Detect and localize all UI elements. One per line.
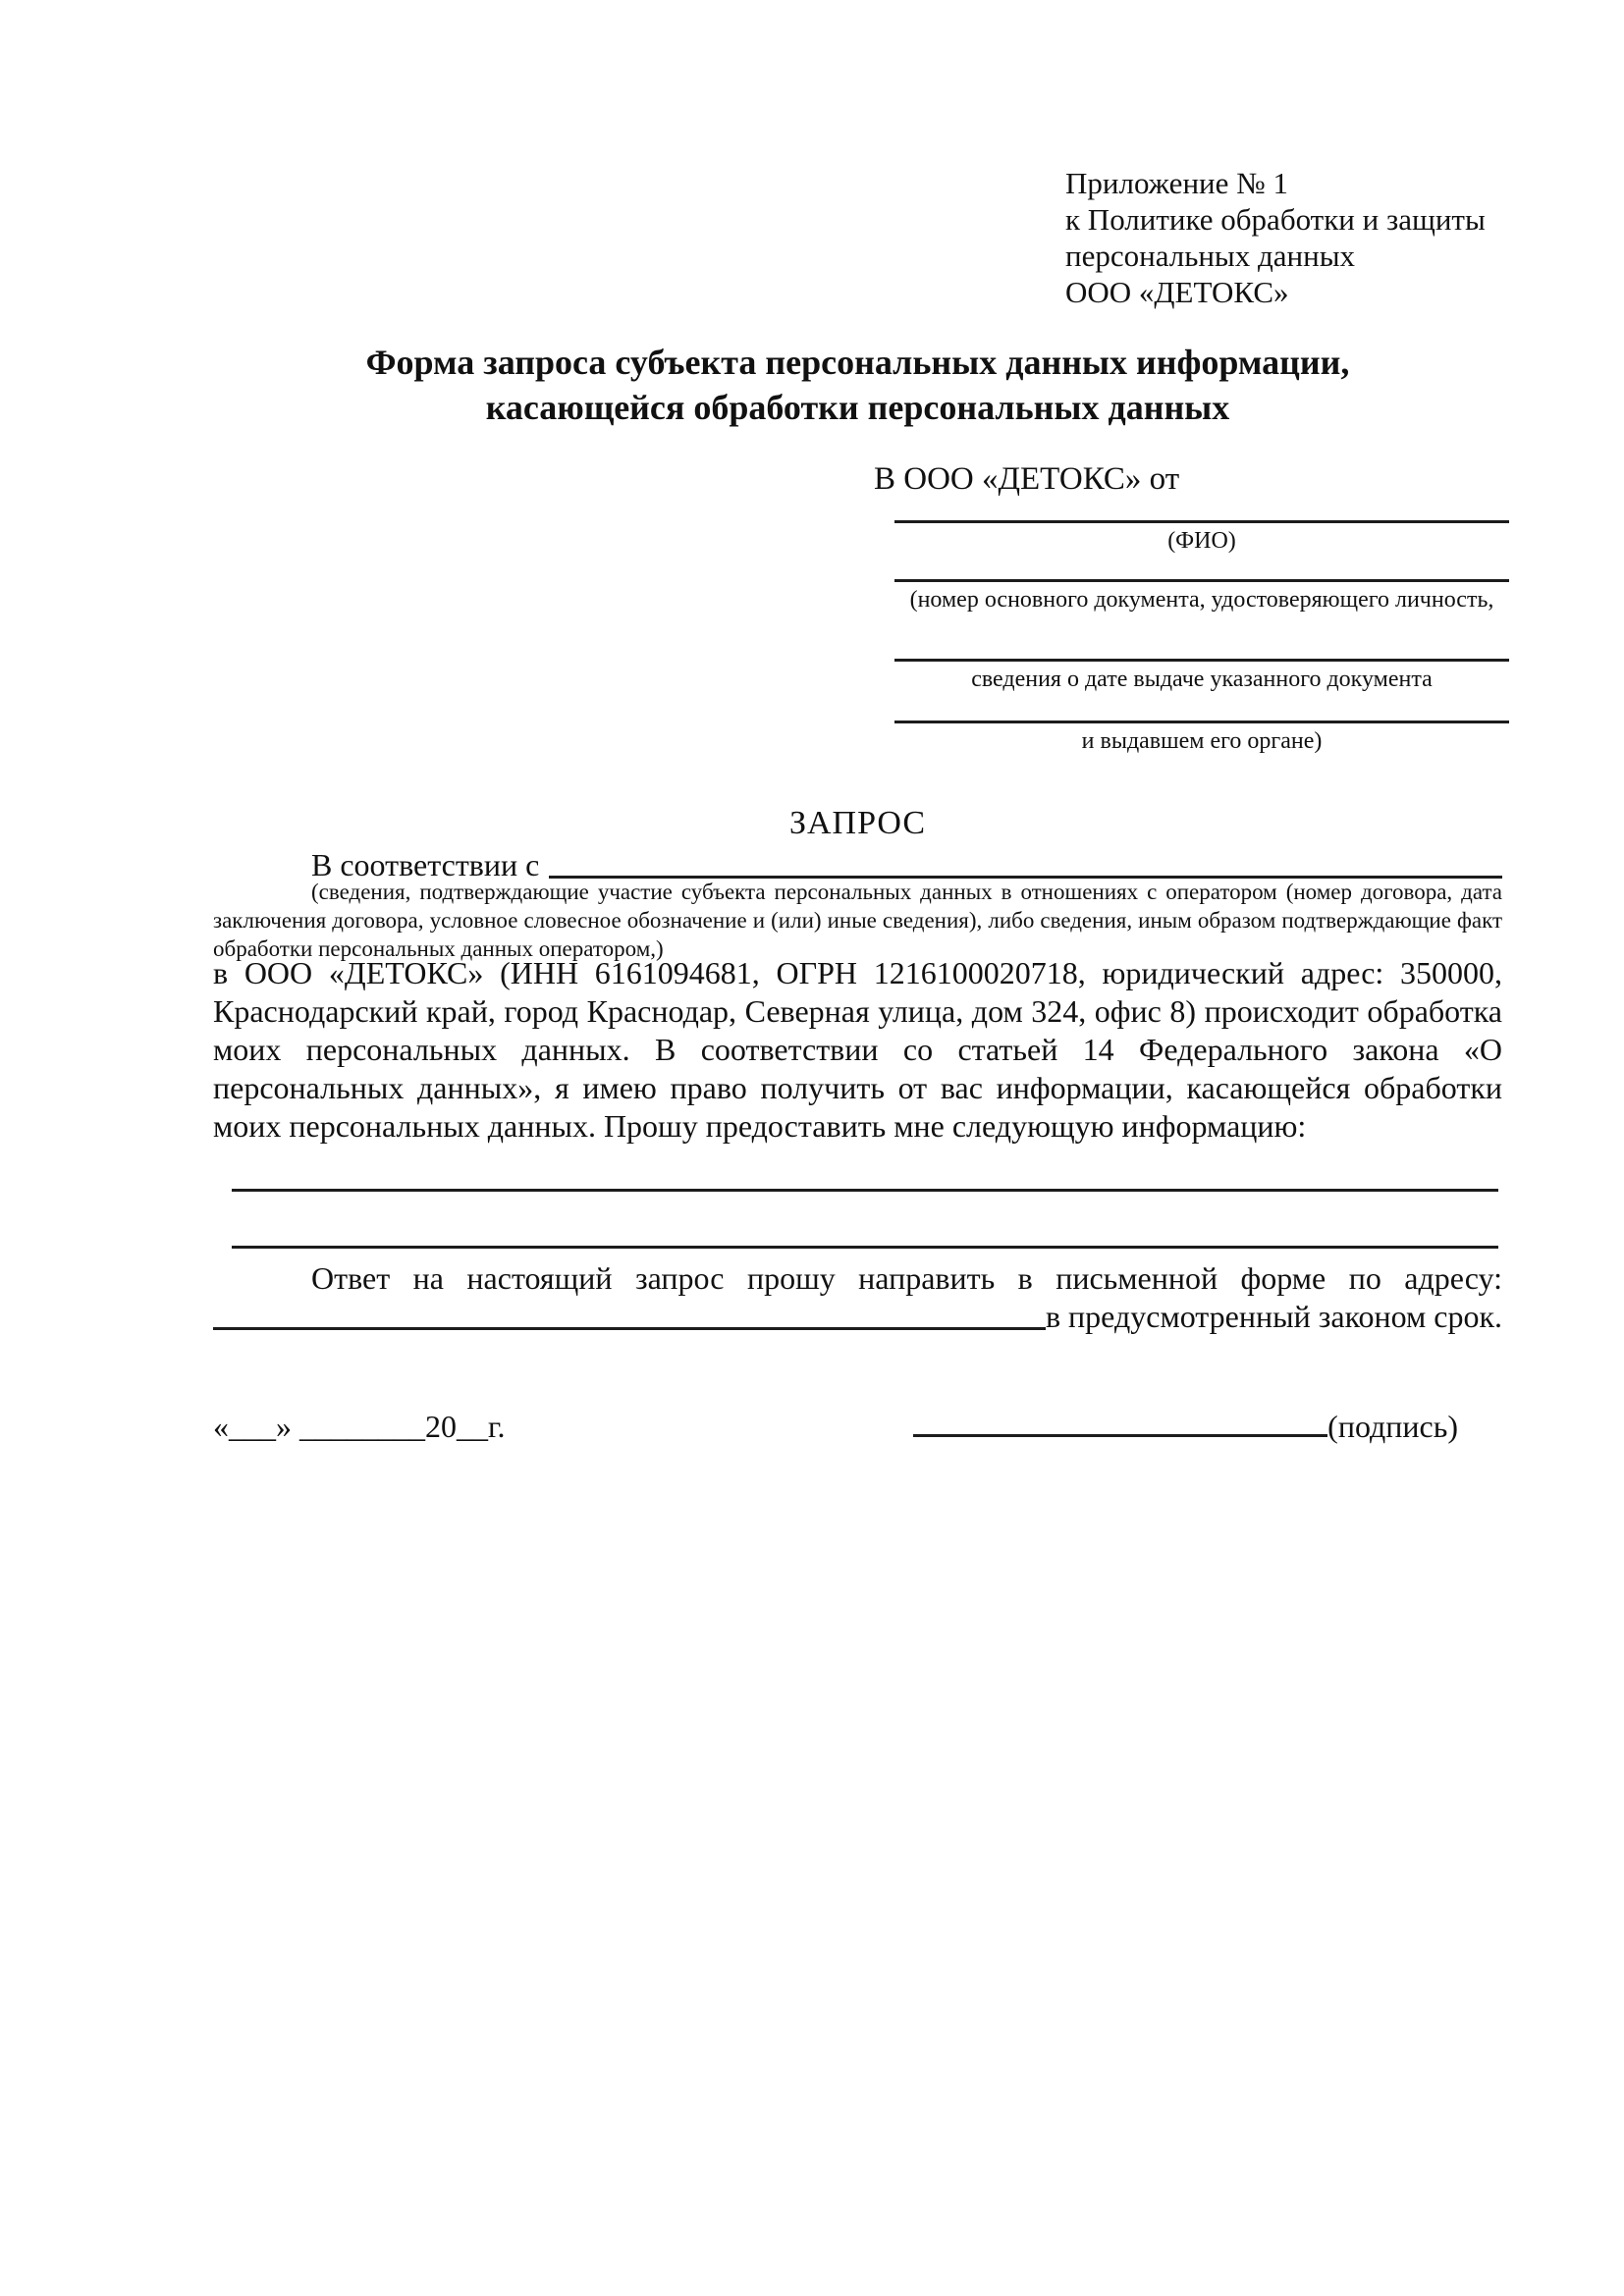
appendix-line: Приложение № 1 [1065, 166, 1288, 200]
form-title-line: касающейся обработки персональных данных [485, 388, 1230, 427]
info-blank-line-2 [232, 1246, 1498, 1249]
signature-caption: (подпись) [1327, 1409, 1458, 1444]
issue-date-caption: сведения о дате выдаче указанного документа [971, 667, 1433, 692]
appendix-line: к Политике обработки и защиты [1065, 202, 1486, 237]
signature-group [913, 1406, 1458, 1446]
address-blank-line [213, 1327, 1046, 1330]
info-blank-line-1 [232, 1189, 1498, 1192]
request-heading: ЗАПРОС [788, 805, 927, 841]
reply-paragraph: Ответ на настоящий запрос прошу направить в письменной форме по адресу: [311, 1260, 1502, 1296]
reply-address-row [213, 1298, 1502, 1336]
accordance-label: В соответствии с [311, 847, 540, 882]
appendix-block [1065, 165, 1486, 310]
issue-date-field [894, 659, 1509, 694]
body-paragraph: в ООО «ДЕТОКС» (ИНН 6161094681, ОГРН 1216100020718, юридический адрес: 350000, Краснодарский край, город Краснодар, Северная улица, дом 324, офис 8) происходит обработка моих персональных данных. В соответствии со статьей 14 Федерального закона «О персональных данных», я имею право получить от вас информации, касающейся обработки моих персональных данных. Прошу предоставить мне следующую информацию: [213, 955, 1502, 1144]
reply-tail: в предусмотренный законом срок. [1045, 1299, 1502, 1334]
date-blank: «___» ________20__г. [213, 1409, 506, 1444]
signature-blank-line [913, 1406, 1327, 1437]
issuing-authority-caption: и выдавшем его органе) [1081, 728, 1323, 754]
fio-caption: (ФИО) [1167, 528, 1236, 554]
date-signature-row [213, 1406, 1458, 1446]
appendix-line: персональных данных [1065, 239, 1356, 273]
document-number-caption: (номер основного документа, удостоверяющего личность, [909, 587, 1494, 613]
form-title [213, 340, 1502, 430]
document-number-field [894, 579, 1509, 614]
accordance-note: (сведения, подтверждающие участие субъекта персональных данных в отношениях с оператором (номер договора, дата заключения договора, условное словесное обозначение и (или) иные сведения), либо сведения, иным образом подтверждающие факт обработки персональных данных оператором,) [213, 880, 1502, 961]
form-title-line: Форма запроса субъекта персональных данных информации, [365, 343, 1350, 382]
appendix-line: ООО «ДЕТОКС» [1065, 275, 1289, 309]
fio-field [894, 520, 1509, 556]
addressee-line: В ООО «ДЕТОКС» от [874, 461, 1180, 497]
issuing-authority-field [894, 721, 1509, 756]
